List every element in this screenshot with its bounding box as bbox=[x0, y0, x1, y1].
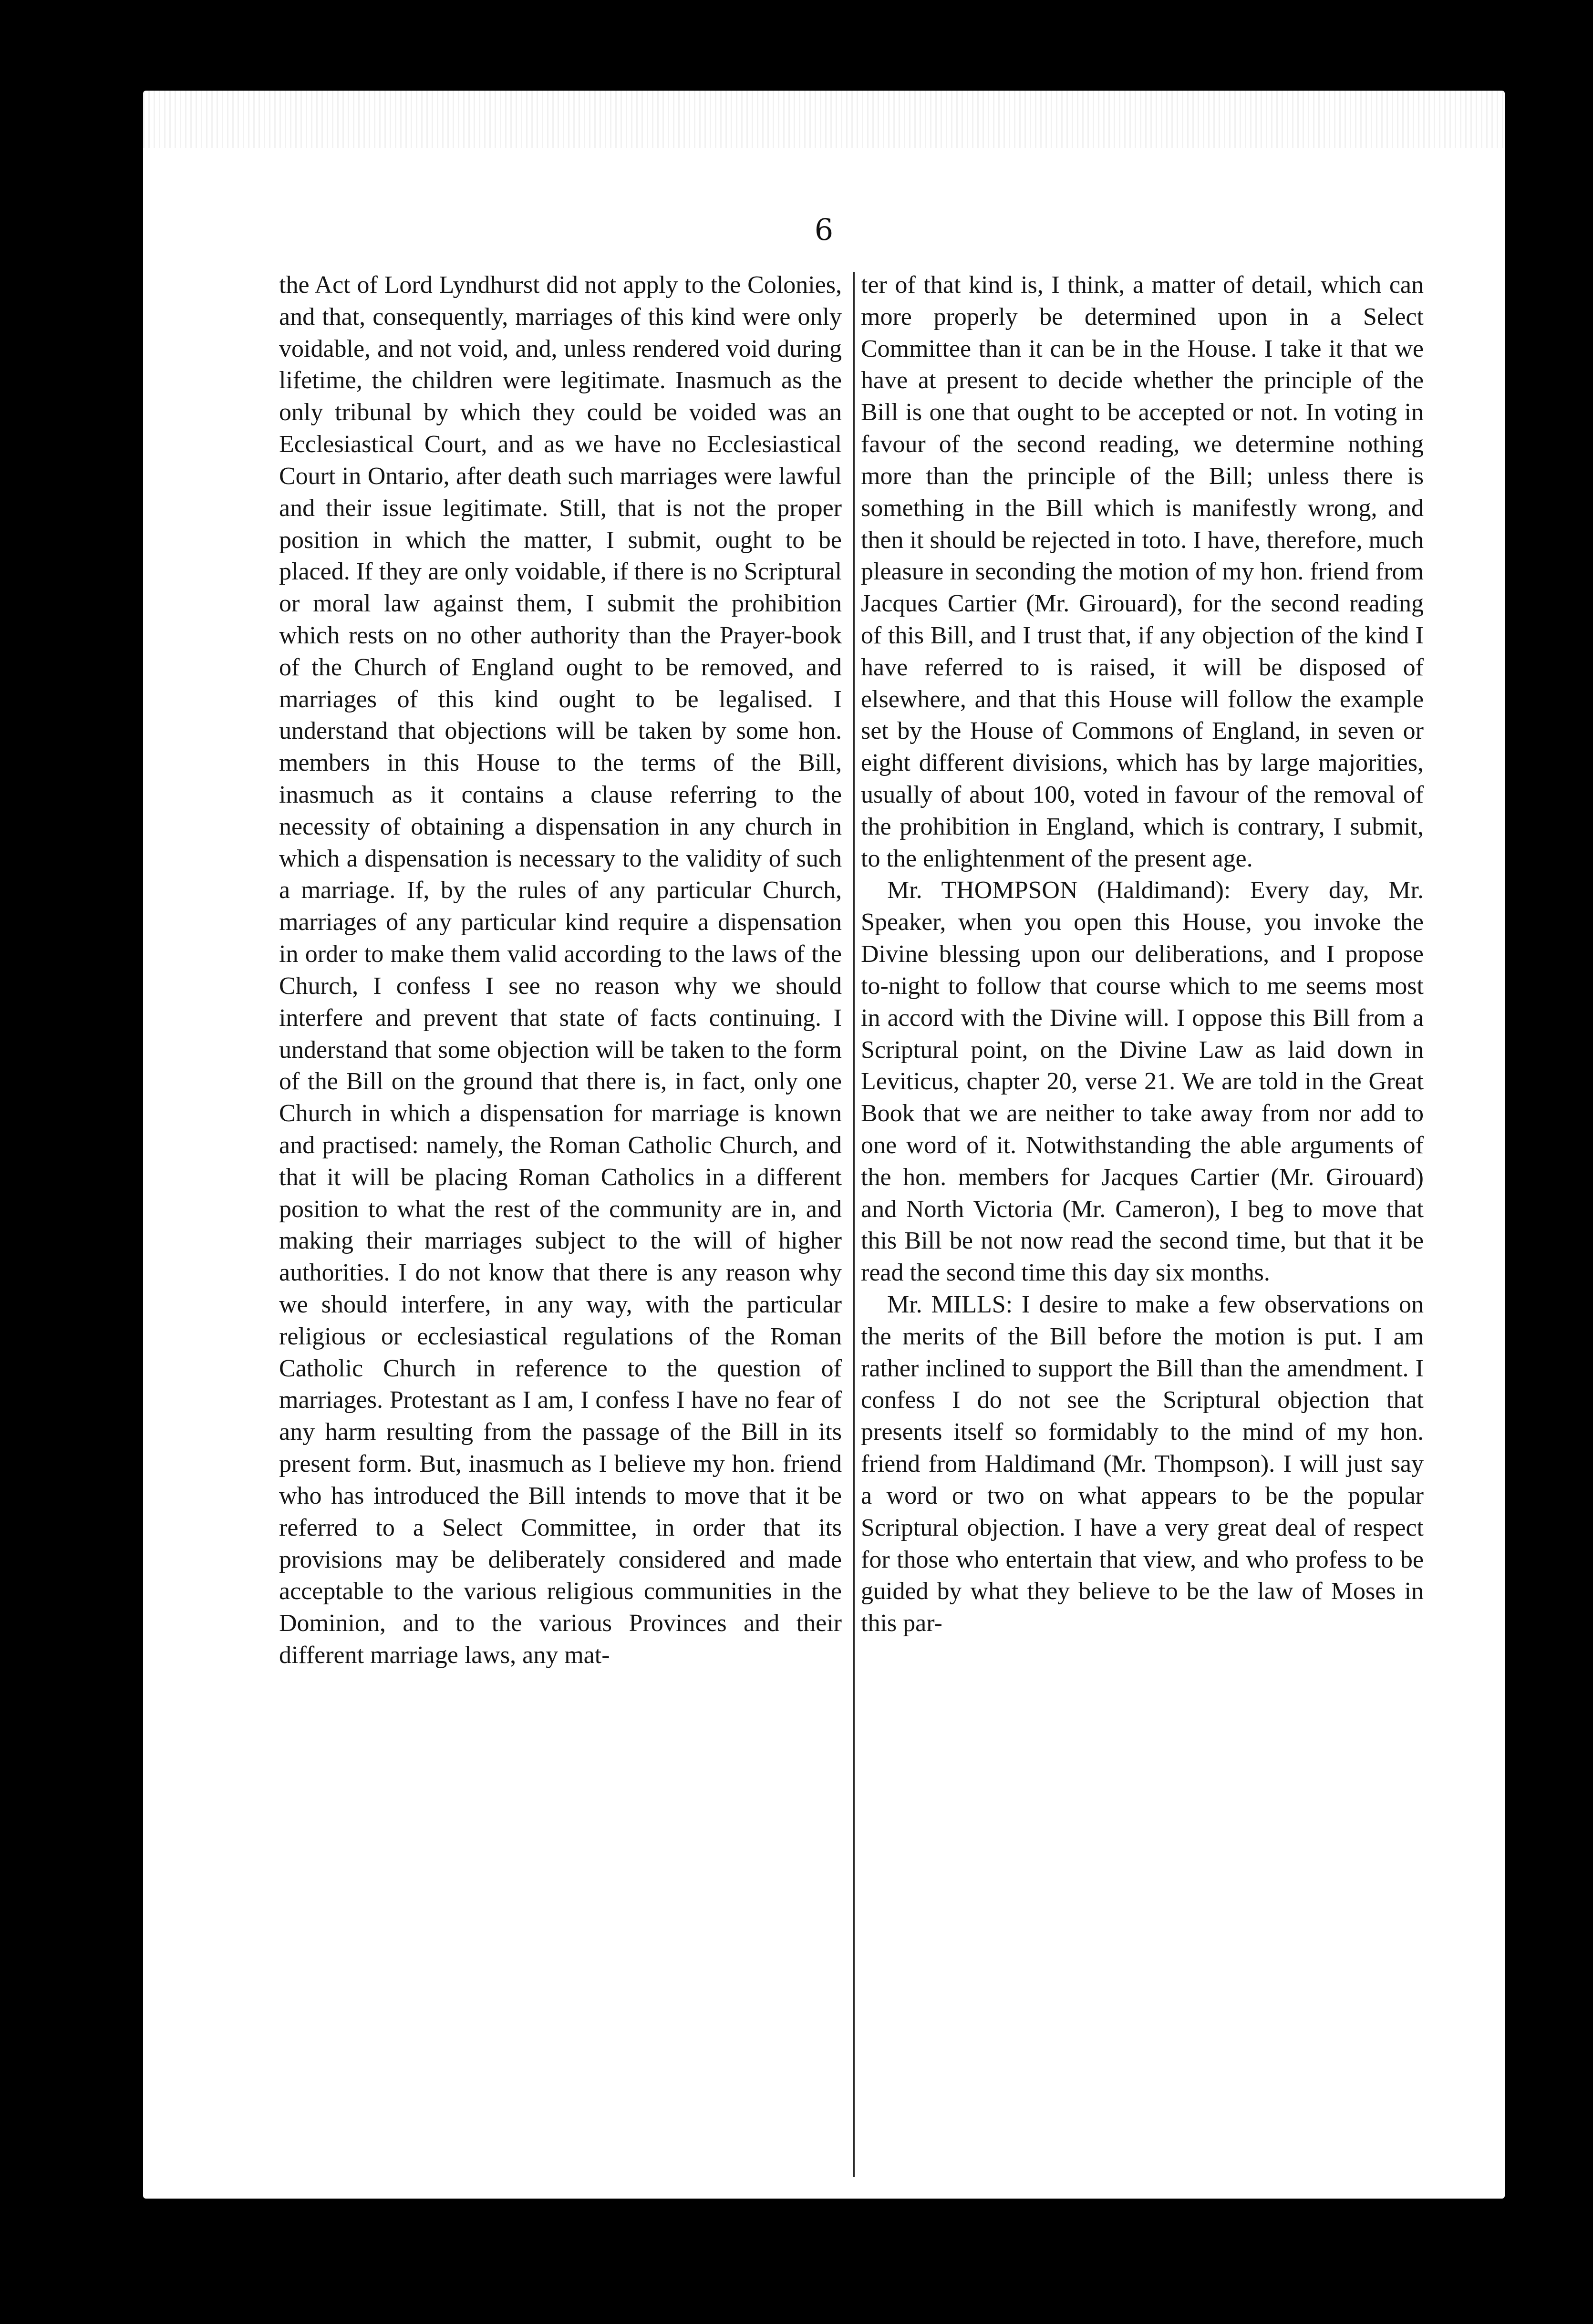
document-page bbox=[143, 91, 1505, 2199]
column-divider bbox=[853, 272, 855, 2177]
left-paragraph-1: the Act of Lord Lyndhurst did not apply to the Colonies, and that, consequently, marriages of this kind were only voidable, and not void, and, unless rendered void during lifetime, the children were legitimate. Inasmuch as the only tribunal by which they could be voided was an Ecclesiastical Court, and as we have no Ecclesiastical Court in Ontario, after death such marriages were lawful and their issue legitimate. Still, that is not the proper position in which the matter, I submit, ought to be placed. If they are only voidable, if there is no Scriptural or moral law against them, I submit the prohibition which rests on no other authority than the Prayer-book of the Church of England ought to be removed, and marriages of this kind ought to be legalised. I understand that objections will be taken by some hon. members in this House to the terms of the Bill, inasmuch as it contains a clause referring to the necessity of obtaining a dispensation in any church in which a dispensation is necessary to the validity of such a marriage. If, by the rules of any particular Church, marriages of any particular kind require a dispensation in order to make them valid according to the laws of the Church, I confess I see no reason why we should interfere and prevent that state of facts continuing. I understand that some objection will be taken to the form of the Bill on the ground that there is, in fact, only one Church in which a dispensation for marriage is known and practised: namely, the Roman Catholic Church, and that it will be placing Roman Catholics in a different position to what the rest of the community are in, and making their marriages subject to the will of higher authorities. I do not know that there is any reason why we should interfere, in any way, with the particular religious or ecclesiastical regulations of the Roman Catholic Church in reference to the question of marriages. Protestant as I am, I confess I have no fear of any harm resulting from the passage of the Bill in its present form. But, inasmuch as I believe my hon. friend who has introduced the Bill intends to move that it be referred to a Select Committee, in order that its provisions may be deliberately considered and made acceptable to the various religious communities in the Dominion, and to the various Provinces and their different marriage laws, any mat- bbox=[279, 271, 842, 1669]
right-paragraph-1: ter of that kind is, I think, a matter of detail, which can more properly be determined upon in a Select Committee than it can be in the House. I take it that we have at present to decide whether the principle of the Bill is one that ought to be accepted or not. In voting in favour of the second reading, we determine nothing more than the principle of the Bill; unless there is something in the Bill which is manifestly wrong, and then it should be rejected in toto. I have, therefore, much pleasure in seconding the motion of my hon. friend from Jacques Cartier (Mr. Girouard), for the second reading of this Bill, and I trust that, if any objection of the kind I have referred to is raised, it will be disposed of elsewhere, and that this House will follow the example set by the House of Commons of England, in seven or eight different divisions, which has by large majorities, usually of about 100, voted in favour of the removal of the prohibition in England, which is contrary, I submit, to the enlightenment of the present age. bbox=[861, 271, 1424, 872]
scan-noise bbox=[143, 91, 1505, 148]
right-paragraph-mills: Mr. MILLS: I desire to make a few observations on the merits of the Bill before the motion is put. I am rather inclined to support the Bill than the amendment. I confess I do not see the Scriptural objection that presents itself so formidably to the mind of my hon. friend from Haldimand (Mr. Thompson). I will just say a word or two on what appears to be the popular Scriptural objection. I have a very great deal of respect for those who entertain that view, and who profess to be guided by what they believe to be the law of Moses in this par- bbox=[861, 1291, 1424, 1637]
page-number: 6 bbox=[814, 212, 834, 247]
left-column bbox=[279, 269, 842, 1672]
right-paragraph-thompson: Mr. THOMPSON (Haldimand): Every day, Mr. Speaker, when you open this House, you invoke the Divine blessing upon our deliberations, and I propose to-night to follow that course which to me seems most in accord with the Divine will. I oppose this Bill from a Scriptural point, on the Divine Law as laid down in Leviticus, chapter 20, verse 21. We are told in the Great Book that we are neither to take away from nor add to one word of it. Notwithstanding the able arguments of the hon. members for Jacques Cartier (Mr. Girouard) and North Victoria (Mr. Cameron), I beg to move that this Bill be not now read the second time, but that it be read the second time this day six months. bbox=[861, 877, 1424, 1287]
right-column bbox=[861, 269, 1424, 1640]
